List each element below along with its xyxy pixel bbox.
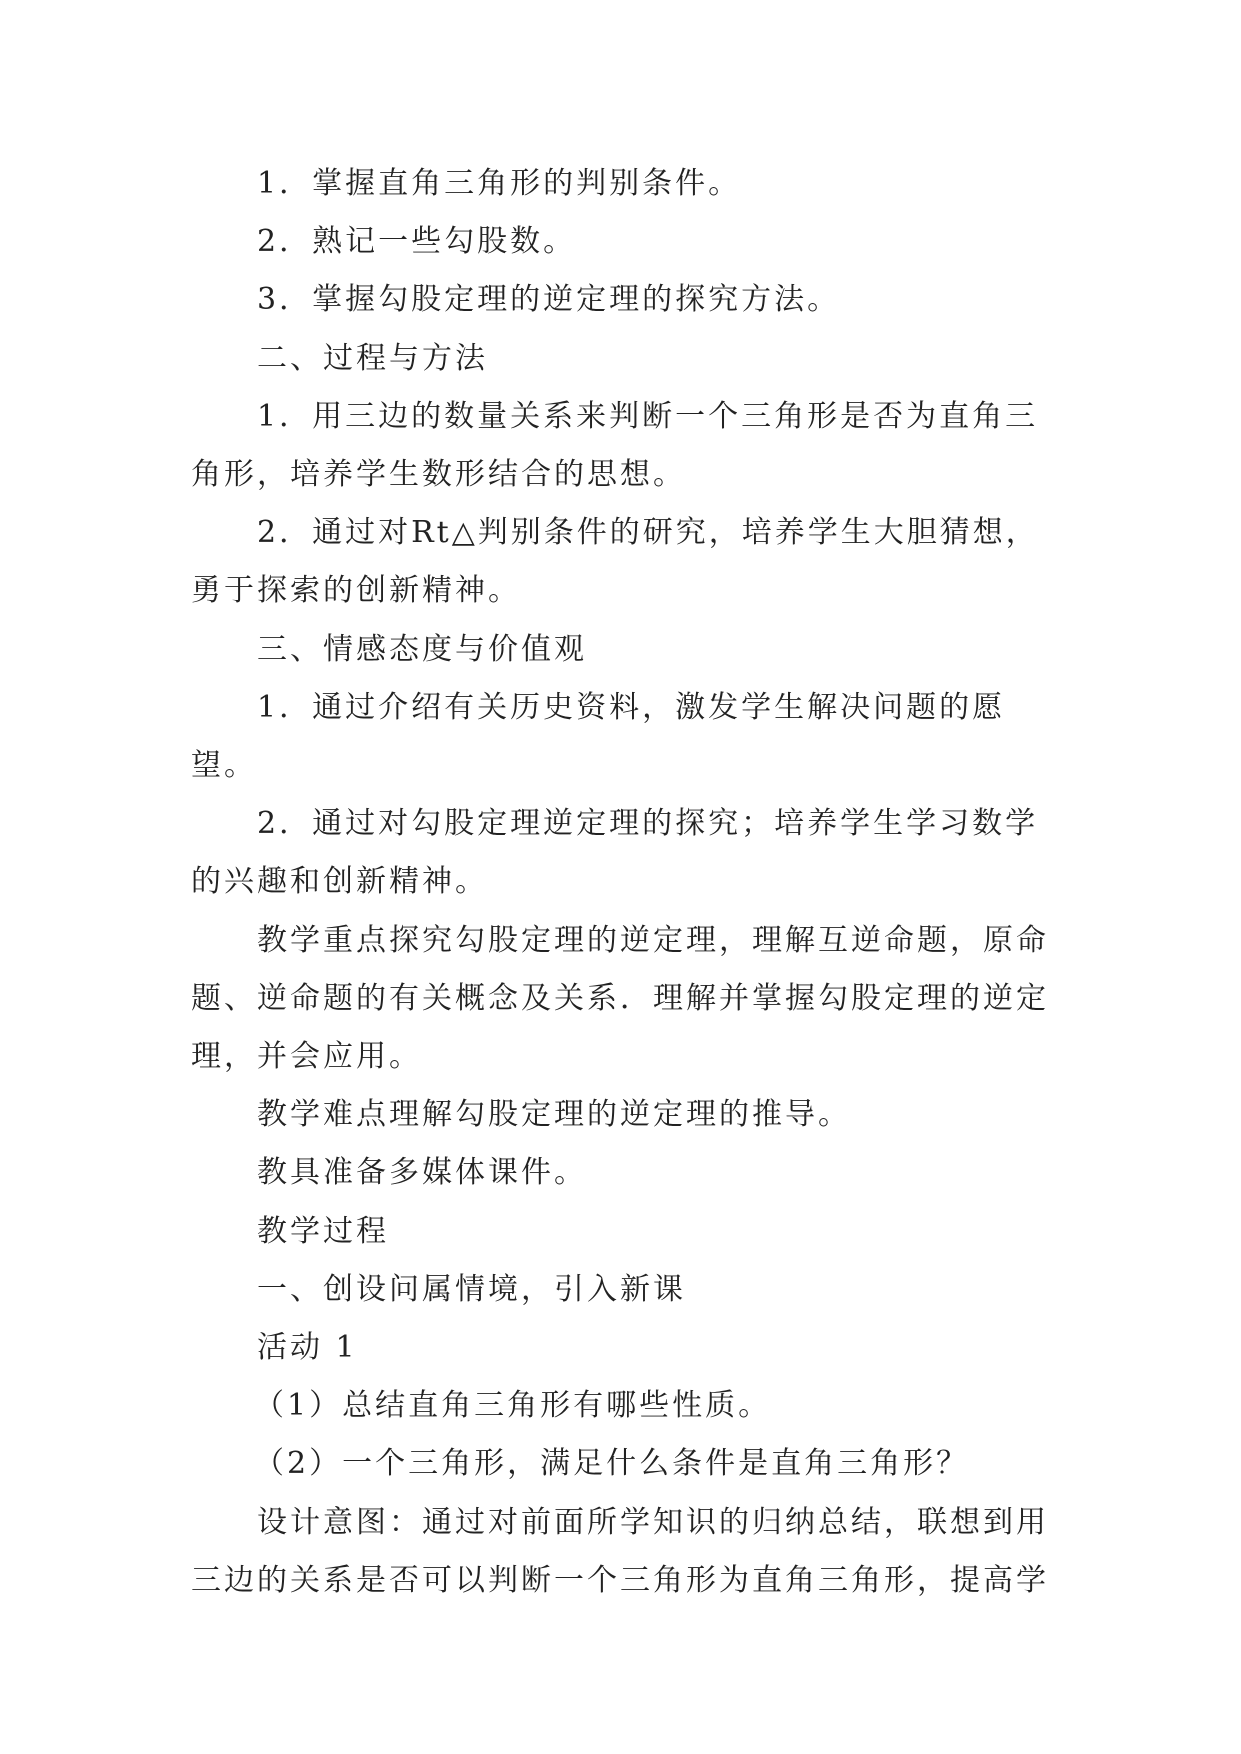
process-item-2: 2．通过对Rt△判别条件的研究，培养学生大胆猜想，勇于探索的创新精神。 bbox=[191, 515, 1039, 609]
activity-question-2: （2）一个三角形，满足什么条件是直角三角形？ bbox=[254, 1446, 970, 1482]
objective-item-3: 3．掌握勾股定理的逆定理的探究方法。 bbox=[257, 282, 841, 318]
activity-heading: 活动 1 bbox=[257, 1330, 358, 1366]
section-heading-process-method: 二、过程与方法 bbox=[257, 340, 488, 376]
section-heading-attitude-values: 三、情感态度与价值观 bbox=[257, 631, 587, 667]
section-heading-introduction: 一、创设问属情境，引入新课 bbox=[257, 1271, 686, 1307]
objective-item-1: 1．掌握直角三角形的判别条件。 bbox=[257, 166, 742, 201]
attitude-item-1: 1．通过介绍有关历史资料，激发学生解决问题的愿望。 bbox=[191, 689, 1006, 784]
activity-question-1: （1）总结直角三角形有哪些性质。 bbox=[254, 1388, 772, 1424]
teaching-aids: 教具准备多媒体课件。 bbox=[257, 1155, 587, 1191]
attitude-item-2: 2．通过对勾股定理逆定理的探究；培养学生学习数学的兴趣和创新精神。 bbox=[191, 806, 1039, 900]
objective-item-2: 2．熟记一些勾股数。 bbox=[257, 224, 577, 260]
document-body bbox=[191, 155, 1055, 1610]
process-item-1: 1．用三边的数量关系来判断一个三角形是否为直角三角形，培养学生数形结合的思想。 bbox=[191, 398, 1039, 493]
design-intent: 设计意图：通过对前面所学知识的归纳总结，联想到用三边的关系是否可以判断一个三角形为直角三角形，提高学 bbox=[191, 1504, 1049, 1598]
teaching-focus: 教学重点探究勾股定理的逆定理，理解互逆命题，原命题、逆命题的有关概念及关系．理解并掌握勾股定理的逆定理，并会应用。 bbox=[191, 922, 1049, 1075]
teaching-difficulty: 教学难点理解勾股定理的逆定理的推导。 bbox=[257, 1097, 851, 1133]
teaching-process-heading: 教学过程 bbox=[257, 1213, 389, 1249]
